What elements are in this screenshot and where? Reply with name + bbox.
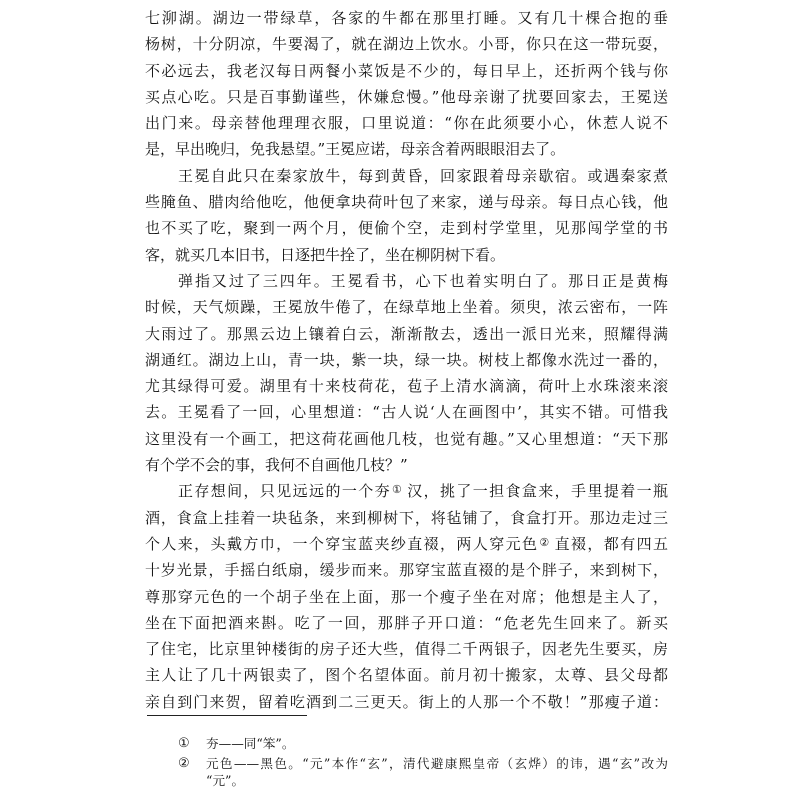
text-line: 弹指又过了三四年。王冕看书，心下也着实明白了。那日正是黄梅 xyxy=(178,271,668,290)
text-line: 去。王冕看了一回，心里想道：“古人说‘人在画图中’，其实不错。可惜我 xyxy=(145,403,668,422)
paragraph xyxy=(145,163,668,268)
text-line: 坐在下面把酒来斟。吃了一回，那胖子开口道：“危老先生回来了。新买 xyxy=(145,613,668,632)
text-line: 是，早出晚归，免我悬望。”王冕应诺，母亲含着两眼眼泪去了。 xyxy=(145,140,566,159)
text-line: 些腌鱼、腊肉给他吃，他便拿块荷叶包了来家，递与母亲。每日点心钱，他 xyxy=(145,193,668,212)
text-line: 十岁光景，手摇白纸扇，缓步而来。那穿宝蓝直裰的是个胖子，来到树下， xyxy=(145,561,668,580)
footnote-line: 夯——同“笨”。 xyxy=(206,736,295,751)
text-line: 也不买了吃，聚到一两个月，便偷个空，走到村学堂里，见那闯学堂的书 xyxy=(145,219,668,238)
text-line: 湖通红。湖边上山，青一块，紫一块，绿一块。树枝上都像水洗过一番的， xyxy=(145,350,668,369)
text-line: 时候，天气烦躁，王冕放牛倦了，在绿草地上坐着。须臾，浓云密布，一阵 xyxy=(145,298,668,317)
paragraph xyxy=(145,5,668,163)
text-line: 王冕自此只在秦家放牛，每到黄昏，回家跟着母亲歇宿。或遇秦家煮 xyxy=(178,166,668,185)
text-segment: 汉，挑了一担食盒来，手里提着一瓶 xyxy=(407,482,668,501)
main-text xyxy=(145,5,668,715)
text-line: 大雨过了。那黑云边上镶着白云，渐渐散去，透出一派日光来，照耀得满 xyxy=(145,324,668,343)
paragraph xyxy=(145,268,668,478)
footnote-line: “元”。 xyxy=(206,773,245,788)
text-line: 客，就买几本旧书，日逐把牛拴了，坐在柳阴树下看。 xyxy=(145,245,506,264)
footnote-text xyxy=(206,734,668,754)
text-line: 出门来。母亲替他理理衣服，口里说道：“你在此须要小心，休惹人说不 xyxy=(145,114,668,133)
footnote-mark: ① xyxy=(178,736,190,751)
footnote-text xyxy=(206,754,668,788)
text-line: 尊那穿元色的一个胡子坐在上面，那一个瘦子坐在对席；他想是主人了， xyxy=(145,587,668,606)
text-line: 亲自到门来贺，留着吃酒到二三更天。街上的人那一个不敬！”那瘦子道： xyxy=(145,692,668,711)
text-line: 不必远去，我老汉每日两餐小菜饭是不少的，每日早上，还折两个钱与你 xyxy=(145,61,668,80)
paragraph xyxy=(145,478,668,715)
text-segment: 正存想间，只见远远的一个夯 xyxy=(178,482,391,501)
footnote-line: 元色——黑色。“元”本作“玄”，清代避康熙皇帝（玄烨）的讳，遇“玄”改为 xyxy=(206,756,668,771)
text-line: 杨树，十分阴凉，牛要渴了，就在湖边上饮水。小哥，你只在这一带玩耍， xyxy=(145,35,668,54)
footnote-divider xyxy=(147,715,307,716)
text-line: 了住宅，比京里钟楼街的房子还大些，值得二千两银子，因老先生要买，房 xyxy=(145,640,668,659)
text-segment: 直裰，都有四五 xyxy=(554,534,668,553)
text-line: 有个学不会的事，我何不自画他几枝？” xyxy=(145,456,408,475)
text-segment: 个人来，头戴方巾，一个穿宝蓝夹纱直裰，两人穿元色 xyxy=(145,534,539,553)
footnote-ref-1: ① xyxy=(391,483,404,497)
footnote-ref-2: ② xyxy=(539,535,551,549)
text-line xyxy=(145,478,668,504)
text-line: 买点心吃。只是百事勤谨些，休嫌怠慢。”他母亲谢了扰要回家去，王冕送 xyxy=(145,87,668,106)
text-line: 尤其绿得可爱。湖里有十来枝荷花，苞子上清水滴滴，荷叶上水珠滚来滚 xyxy=(145,377,668,396)
text-line: 这里没有一个画工，把这荷花画他几枝，也觉有趣。”又心里想道：“天下那 xyxy=(145,429,668,448)
text-line: 主人让了几十两银卖了，图个名望体面。前月初十搬家，太尊、县父母都 xyxy=(145,666,668,685)
text-line: 酒，食盒上挂着一块毡条，来到柳树下，将毡铺了，食盒打开。那边走过三 xyxy=(145,508,668,527)
text-line xyxy=(145,531,668,557)
text-line: 七泖湖。湖边一带绿草，各家的牛都在那里打睡。又有几十棵合抱的垂 xyxy=(145,9,668,27)
footnote-mark: ② xyxy=(178,756,190,771)
